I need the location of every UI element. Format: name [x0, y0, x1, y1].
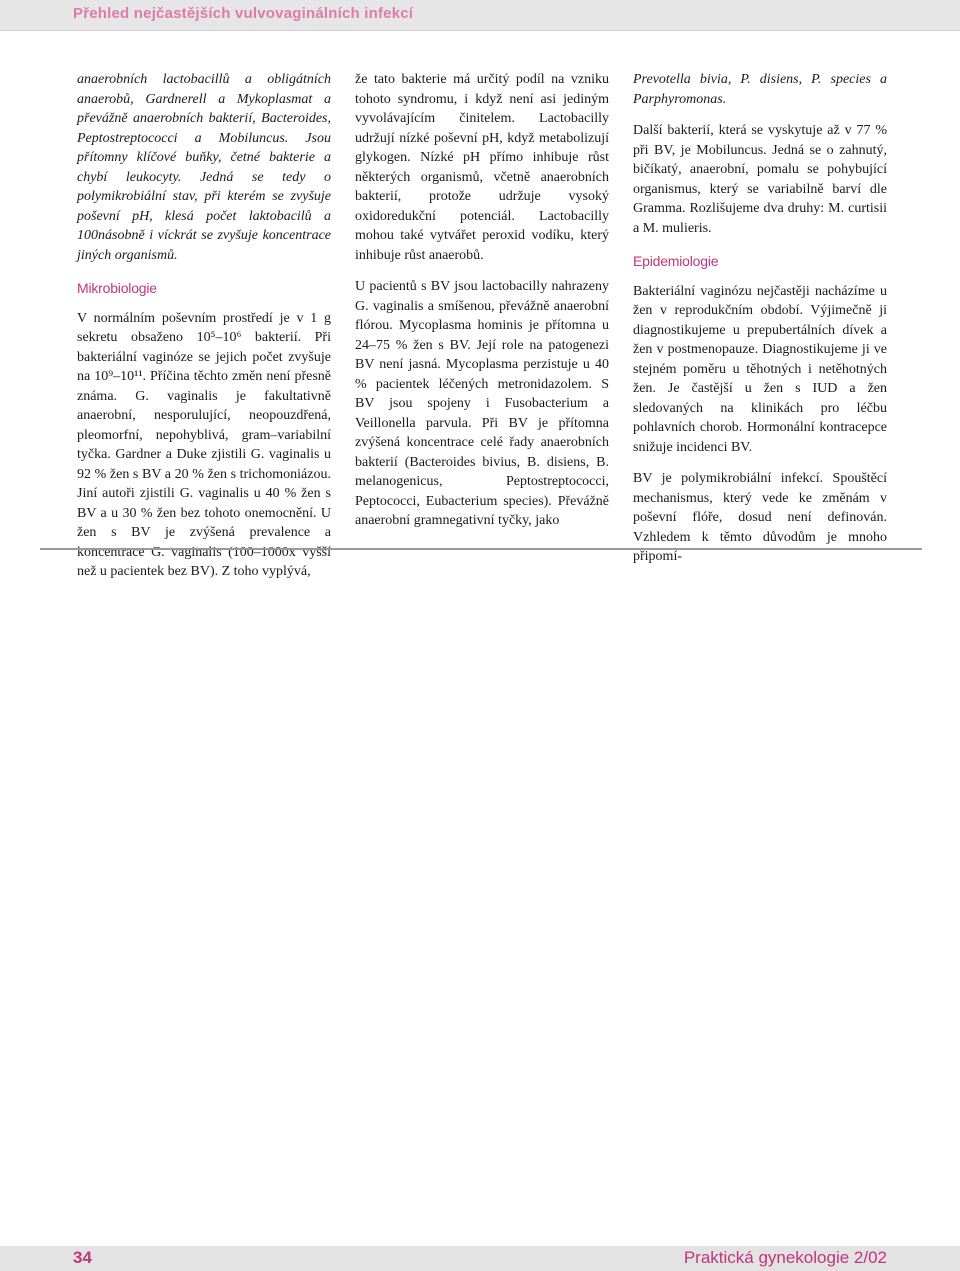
- paragraph-intro: anaerobních lactobacillů a obligátních anaerobů, Gardnerell a Mykoplasmat a převážně anaerobních bakterií, Bacteroides, Peptostreptococci a Mobiluncus. Jsou přítomny klíčové buňky, četné bakterie a chybí leukocyty. Jedná se tedy o polymikrobiální stav, při kterém se zvyšuje poševní pH, klesá počet laktobacilů a 100násobně i víckrát se zvyšuje koncentrace jiných organismů.: [77, 72, 331, 263]
- paragraph-mobiluncus: Další bakterií, která se vyskytuje až v 77 % při BV, je Mobiluncus. Jedná se o zahnutý, bičíkatý, anaerobní, pomalu se pohybující organismus, který se variabilně barví dle Gramma. Rozlišujeme dva druhy: M. curtisii a M. mulieris.: [633, 123, 887, 236]
- column-end-rule: [40, 548, 922, 550]
- paragraph-epidemiologie: Bakteriální vaginózu nejčastěji nacházíme u žen v reprodukčním období. Výjimečně ji diagnostikujeme u prepubertálních dívek a žen v postmenopauze. Diagnostikujeme ji ve stejném poměru u těhotných i netěhotných žen. Je častější u žen s IUD a žen sledovaných na klinikách pro léčbu pohlavních chorob. Hormonální kontracepce snižuje incidenci BV.: [633, 283, 887, 455]
- paragraph-prevotella: Prevotella bivia, P. disiens, P. species a Parphyromonas.: [633, 72, 887, 107]
- section-heading-mikrobiologie: Mikrobiologie: [77, 280, 157, 296]
- text-column-3: [633, 70, 887, 579]
- text-column-2: [355, 70, 609, 543]
- section-heading-epidemiologie: Epidemiologie: [633, 253, 719, 269]
- running-header: [0, 0, 960, 31]
- page-number: 34: [73, 1248, 92, 1267]
- paragraph-bv-flora: U pacientů s BV jsou lactobacilly nahrazeny G. vaginalis a smíšenou, převážně anaerobní flórou. Mycoplasma hominis je přítomna u 24–75 % žen s BV. Její role na patogenezi BV není jasná. Mycoplasma perzistuje u 40 % pacientek léčených metronidazolem. S BV jsou spojeny i Fusobacterium a Veillonella parvula. Při BV je přítomna zvýšená koncentrace celé řady anaerobních bakterií (Bacteroides bivius, B. disiens, B. melanogenicus, Peptostreptococci, Peptococci, Eubacterium species). Převážně anaerobní gramnegativní tyčky, jako: [355, 279, 609, 528]
- running-header-title: Přehled nejčastějších vulvovaginálních infekcí: [73, 5, 414, 22]
- journal-name: Praktická gynekologie 2/02: [683, 1248, 887, 1267]
- paragraph-lactobacilly: že tato bakterie má určitý podíl na vzniku tohoto syndromu, i když není asi jediným vyvolávajícím činitelem. Lactobacilly udržují nízké poševní pH, když metabolizují glykogen. Nízké pH přímo inhibuje růst některých organismů, včetně anaerobních bakterií, protože udržuje vysoký oxidoredukční potenciál. Lactobacilly mohou také vytvářet peroxid vodíku, který inhibuje růst anaerobů.: [355, 72, 609, 263]
- paragraph-mikrobiologie: V normálním poševním prostředí je v 1 g sekretu obsaženo 10⁵–10⁶ bakterií. Při bakteriální vaginóze se jejich počet zvyšuje na 10⁹–10¹¹. Příčina těchto změn není přesně známa. G. vaginalis je fakultativně anaerobní, nesporulující, neopouzdřená, pleomorfní, nepohyblivá, gram–variabilní tyčka. Gardner a Duke zjistili G. vaginalis u 92 % žen s BV a 20 % žen s trichomoniázou. Jiní autoři zjistili G. vaginalis u 40 % žen s BV a u 30 % žen bez tohoto onemocnění. U žen s BV je zvýšená prevalence a koncentrace G. vaginalis (100–1000x vyšší než u pacientek bez BV). Z toho vyplývá,: [77, 310, 331, 579]
- text-column-1: [77, 70, 331, 594]
- paragraph-polymikrobialni: BV je polymikrobiální infekcí. Spouštěcí mechanismus, který vede ke změnám v poševní flóře, dosud není definován. Vzhledem k těmto důvodům je mnoho připomí-: [633, 471, 887, 564]
